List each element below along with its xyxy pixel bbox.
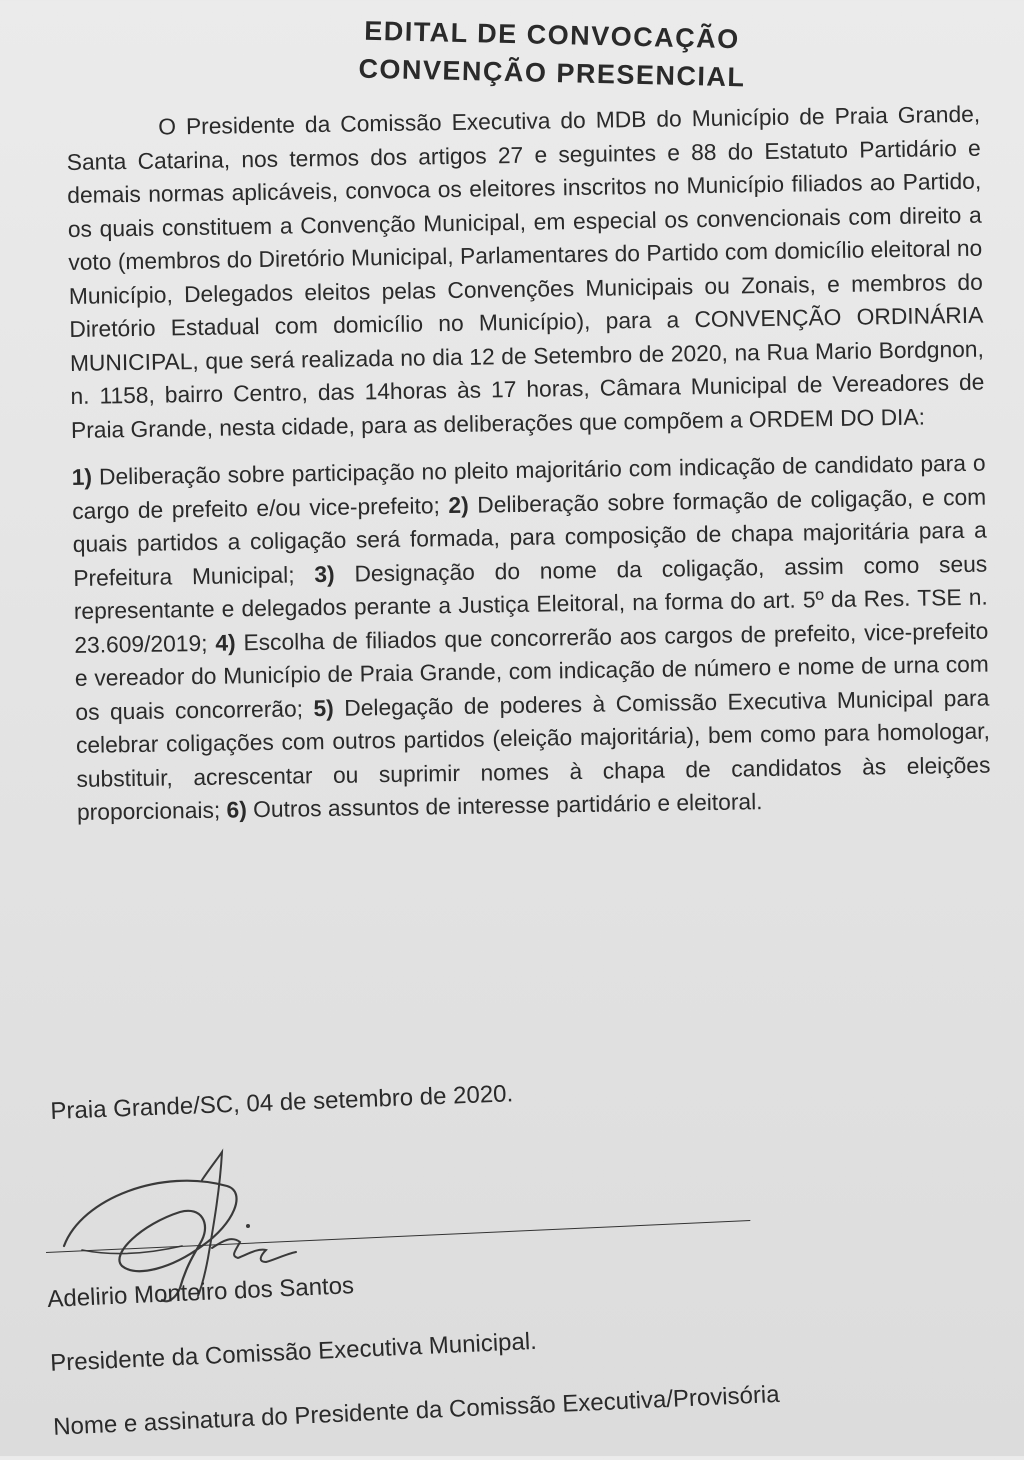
document-title [80, 0, 1024, 92]
agenda-item-text: Escolha de filiados que concorrerão aos cargos de prefeito, vice-prefeito e vereador do Município de Praia Grande, com indicação de número e nome de urna com os quais concorrerão; [74, 617, 989, 725]
document-body [66, 98, 991, 830]
agenda-item-number: 5) [313, 694, 334, 721]
signature-caption: Nome e assinatura do Presidente da Comissão Executiva/Provisória [52, 1380, 781, 1441]
agenda-item-number: 4) [215, 628, 236, 656]
agenda-item [226, 788, 762, 822]
agenda-item-number: 1) [71, 463, 93, 490]
signer-name: Adelirio Monteiro dos Santos [46, 1272, 355, 1313]
agenda-item-number: 2) [448, 491, 469, 518]
title-line-2: CONVENÇÃO PRESENCIAL [358, 53, 746, 93]
intro-paragraph: O Presidente da Comissão Executiva do MDB do Município de Praia Grande, Santa Catarina, nos termos dos artigos 27 e seguintes e 88 do Estatuto Partidário e demais normas aplicáveis, convoca os eleitores inscritos no Município filiados ao Partido, os quais constituem a Convenção Municipal, em especial os convencionais com direito a voto (membros do Diretório Municipal, Parlamentares do Partido com domicílio eleitoral no Município, Delegados eleitos pelas Convenções Municipais ou Zonais, e membros do Diretório Estadual com domicílio no Município), para a CONVENÇÃO ORDINÁRIA MUNICIPAL, que será realizada no dia 12 de Setembro de 2020, na Rua Mario Bordgnon, n. 1158, bairro Centro, das 14horas às 17 horas, Câmara Municipal de Vereadores de Praia Grande, nesta cidade, para as deliberações que compõem a ORDEM DO DIA: [66, 100, 985, 443]
agenda-item-text: Deliberação sobre participação no pleito majoritário com indicação de candidato para o cargo de prefeito e/ou vice-prefeito; [72, 449, 986, 524]
place-and-date: Praia Grande/SC, 04 de setembro de 2020. [50, 1080, 514, 1125]
agenda-item-number: 3) [314, 560, 335, 587]
agenda-item-text: Delegação de poderes à Comissão Executiva Municipal para celebrar coligações com outros partidos (eleição majoritária), bem como para homologar, substituir, acrescentar ou suprimir nomes à chapa de candidatos às eleições proporcionais; [75, 684, 991, 825]
signer-role: Presidente da Comissão Executiva Municipal. [49, 1327, 538, 1377]
agenda-item-text: Outros assuntos de interesse partidário e eleitoral. [252, 788, 763, 823]
agenda-items [71, 447, 991, 830]
signer-block [46, 1235, 781, 1460]
agenda-item-text: Designação do nome da coligação, assim como seus representante e delegados perante a Justiça Eleitoral, na forma do art. 5º da Res. TSE n. 23.609/2019; [73, 550, 988, 658]
agenda-item-text: Deliberação sobre formação de coligação, e com quais partidos a coligação será formada, para composição de chapa majoritária para a Prefeitura Municipal; [72, 483, 987, 591]
agenda-item-number: 6) [226, 796, 248, 823]
title-line-1: EDITAL DE CONVOCAÇÃO [363, 15, 741, 55]
